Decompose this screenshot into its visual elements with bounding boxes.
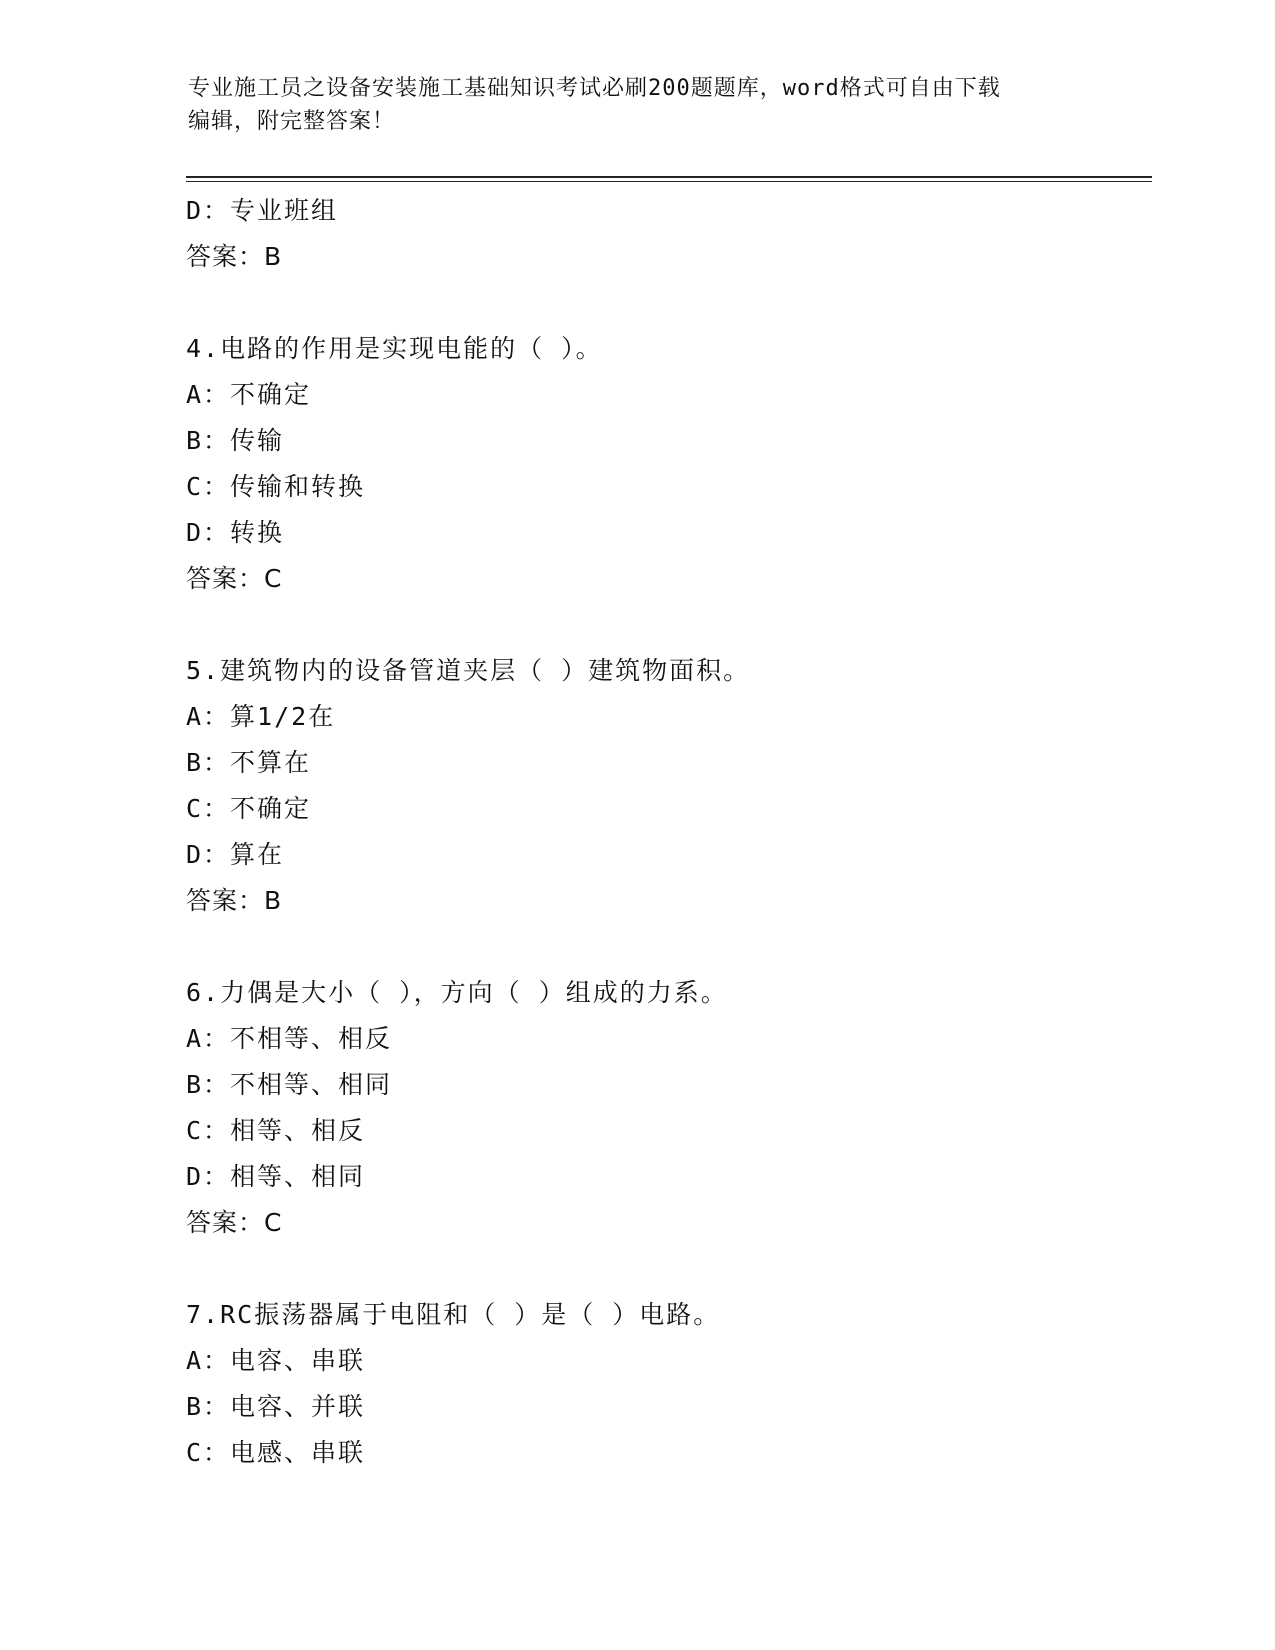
option-b: B：不相等、相同	[186, 1070, 393, 1099]
question-text: 4.电路的作用是实现电能的（ ）。	[186, 334, 603, 363]
option-b: B：电容、并联	[186, 1392, 366, 1421]
question-5	[186, 648, 1152, 924]
question-3-tail	[186, 188, 1152, 280]
header-line-2: 编辑，附完整答案！	[188, 109, 396, 134]
answer-line: 答案：C	[186, 1208, 283, 1237]
option-a: A：算1/2在	[186, 702, 336, 731]
spacer	[186, 602, 1152, 648]
option-d: D：专业班组	[186, 196, 339, 225]
answer-line: 答案：B	[186, 886, 283, 915]
option-b: B：传输	[186, 426, 285, 455]
question-7	[186, 1292, 1152, 1476]
question-4	[186, 326, 1152, 602]
question-6	[186, 970, 1152, 1246]
document-header	[188, 72, 1088, 138]
answer-line: 答案：C	[186, 564, 283, 593]
question-text: 5.建筑物内的设备管道夹层（ ）建筑物面积。	[186, 656, 751, 685]
option-b: B：不算在	[186, 748, 312, 777]
option-c: C：传输和转换	[186, 472, 366, 501]
question-list	[186, 188, 1152, 1476]
option-c: C：电感、串联	[186, 1438, 366, 1467]
header-divider-thin	[186, 181, 1152, 182]
option-a: A：不确定	[186, 380, 312, 409]
spacer	[186, 280, 1152, 326]
answer-line: 答案：B	[186, 242, 283, 271]
spacer	[186, 924, 1152, 970]
option-a: A：电容、串联	[186, 1346, 366, 1375]
header-divider-thick	[186, 176, 1152, 178]
option-c: C：不确定	[186, 794, 312, 823]
option-d: D：转换	[186, 518, 285, 547]
question-text: 7.RC振荡器属于电阻和（ ）是（ ）电路。	[186, 1300, 721, 1329]
option-d: D：相等、相同	[186, 1162, 366, 1191]
option-d: D：算在	[186, 840, 285, 869]
question-text: 6.力偶是大小（ ），方向（ ）组成的力系。	[186, 978, 728, 1007]
option-a: A：不相等、相反	[186, 1024, 393, 1053]
spacer	[186, 1246, 1152, 1292]
header-line-1: 专业施工员之设备安装施工基础知识考试必刷200题题库，word格式可自由下载	[188, 76, 1001, 101]
option-c: C：相等、相反	[186, 1116, 366, 1145]
